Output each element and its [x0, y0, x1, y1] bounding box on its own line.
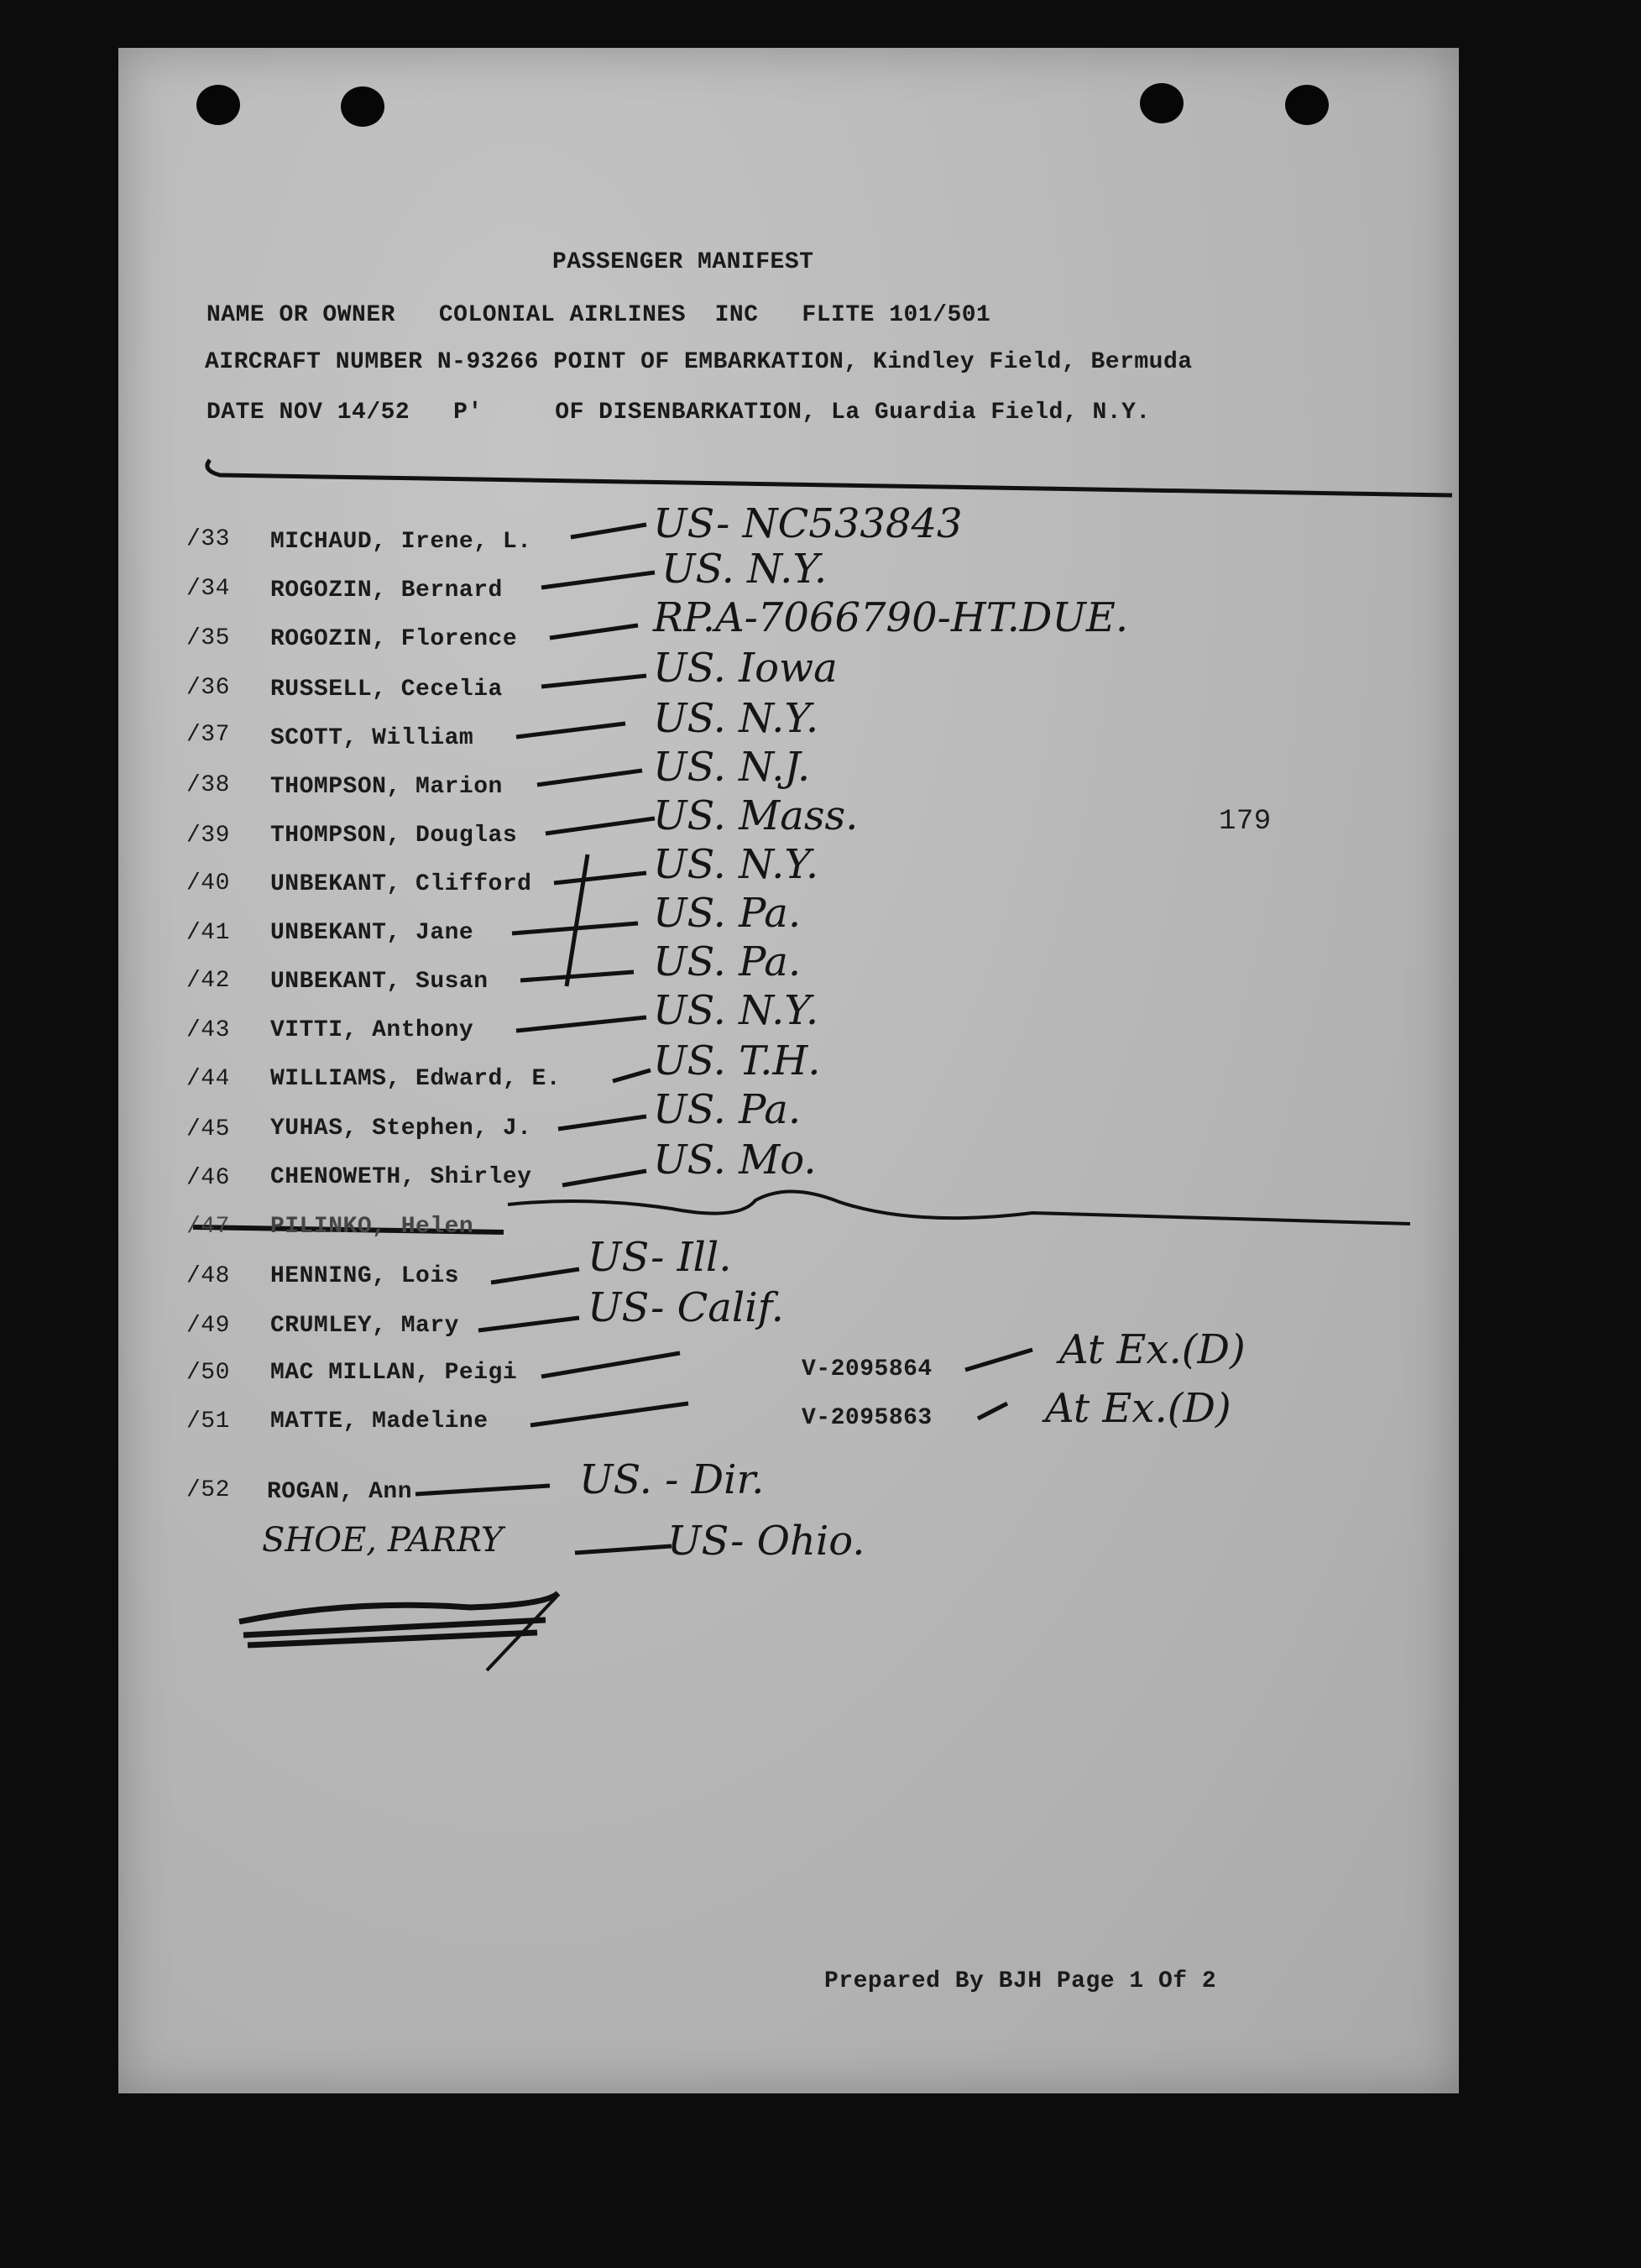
- passenger-note: RP.A-7066790-HT.DUE.: [653, 594, 1129, 641]
- row-number: /34: [186, 576, 230, 602]
- row-number: /42: [186, 968, 230, 994]
- passenger-name: CRUMLEY, Mary: [270, 1313, 459, 1339]
- row-number: /44: [186, 1066, 230, 1092]
- passenger-note: US- NC533843: [653, 500, 963, 547]
- passenger-note: US. N.Y.: [661, 546, 828, 593]
- passenger-note: US. N.Y.: [653, 841, 819, 888]
- passenger-note: US- Calif.: [588, 1284, 784, 1331]
- row-number: /37: [186, 722, 230, 748]
- passenger-note: US- Ill.: [588, 1234, 732, 1281]
- passenger-name: MICHAUD, Irene, L.: [270, 529, 532, 555]
- owner-line: NAME OR OWNER COLONIAL AIRLINES INC FLITE 101/501: [206, 302, 991, 328]
- passenger-note: At Ex.(D): [1059, 1326, 1246, 1373]
- passenger-name: ROGOZIN, Bernard: [270, 577, 503, 604]
- passenger-note: US. N.Y.: [653, 987, 819, 1034]
- passenger-name: THOMPSON, Marion: [270, 774, 503, 800]
- passenger-name: CHENOWETH, Shirley: [270, 1164, 532, 1190]
- passenger-name: YUHAS, Stephen, J.: [270, 1116, 532, 1142]
- passenger-name: SCOTT, William: [270, 725, 474, 751]
- row-number-struck: /47: [186, 1214, 230, 1240]
- passenger-name-struck: PILINKO, Helen: [270, 1214, 474, 1240]
- passenger-note: US. Pa.: [653, 1086, 802, 1133]
- passenger-note: US. N.J.: [653, 744, 811, 791]
- passenger-note: US. Iowa: [653, 645, 838, 692]
- extra-passenger-name: SHOE, PARRY: [262, 1521, 504, 1560]
- passenger-note: US. Mo.: [653, 1137, 817, 1184]
- passenger-name: UNBEKANT, Clifford: [270, 871, 532, 897]
- passenger-name: ROGOZIN, Florence: [270, 626, 518, 652]
- passenger-name: UNBEKANT, Jane: [270, 920, 474, 946]
- row-number: /43: [186, 1017, 230, 1043]
- passenger-name: ROGAN, Ann: [267, 1479, 413, 1505]
- manifest-title: PASSENGER MANIFEST: [552, 249, 814, 275]
- row-number: /41: [186, 920, 230, 946]
- visa-number: V-2095864: [802, 1356, 933, 1382]
- passenger-name: MAC MILLAN, Peigi: [270, 1360, 518, 1386]
- row-number: /38: [186, 772, 230, 798]
- passenger-name: HENNING, Lois: [270, 1263, 459, 1289]
- row-number: /45: [186, 1116, 230, 1142]
- row-number: /49: [186, 1313, 230, 1339]
- page-number: 179: [1219, 806, 1272, 838]
- row-number: /51: [186, 1408, 230, 1434]
- passenger-note: US. T.H.: [653, 1037, 821, 1084]
- passenger-note: At Ex.(D): [1045, 1385, 1231, 1432]
- passenger-name: THOMPSON, Douglas: [270, 823, 518, 849]
- passenger-note: US. Pa.: [653, 938, 802, 985]
- passenger-note: US. N.Y.: [653, 695, 819, 742]
- passenger-name: UNBEKANT, Susan: [270, 969, 489, 995]
- row-number: /52: [186, 1477, 230, 1503]
- row-number: /36: [186, 675, 230, 701]
- row-number: /39: [186, 823, 230, 849]
- row-number: /35: [186, 625, 230, 651]
- extra-passenger-note: US- Ohio.: [667, 1518, 865, 1565]
- row-number: /50: [186, 1360, 230, 1386]
- passenger-name: WILLIAMS, Edward, E.: [270, 1066, 562, 1092]
- row-number: /46: [186, 1165, 230, 1191]
- date-line: DATE NOV 14/52 P' OF DISENBARKATION, La Guardia Field, N.Y.: [206, 400, 1151, 426]
- row-number: /33: [186, 526, 230, 552]
- passenger-note: US. Mass.: [653, 792, 859, 839]
- passenger-name: MATTE, Madeline: [270, 1408, 489, 1434]
- passenger-name: VITTI, Anthony: [270, 1017, 474, 1043]
- visa-number: V-2095863: [802, 1405, 933, 1431]
- row-number: /48: [186, 1263, 230, 1289]
- aircraft-line: AIRCRAFT NUMBER N-93266 POINT OF EMBARKATION, Kindley Field, Bermuda: [205, 349, 1193, 375]
- row-number: /40: [186, 870, 230, 896]
- passenger-name: RUSSELL, Cecelia: [270, 677, 503, 703]
- passenger-note: US. - Dir.: [579, 1456, 765, 1503]
- footer-prepared-by: Prepared By BJH Page 1 Of 2: [824, 1968, 1217, 1994]
- passenger-note: US. Pa.: [653, 890, 802, 937]
